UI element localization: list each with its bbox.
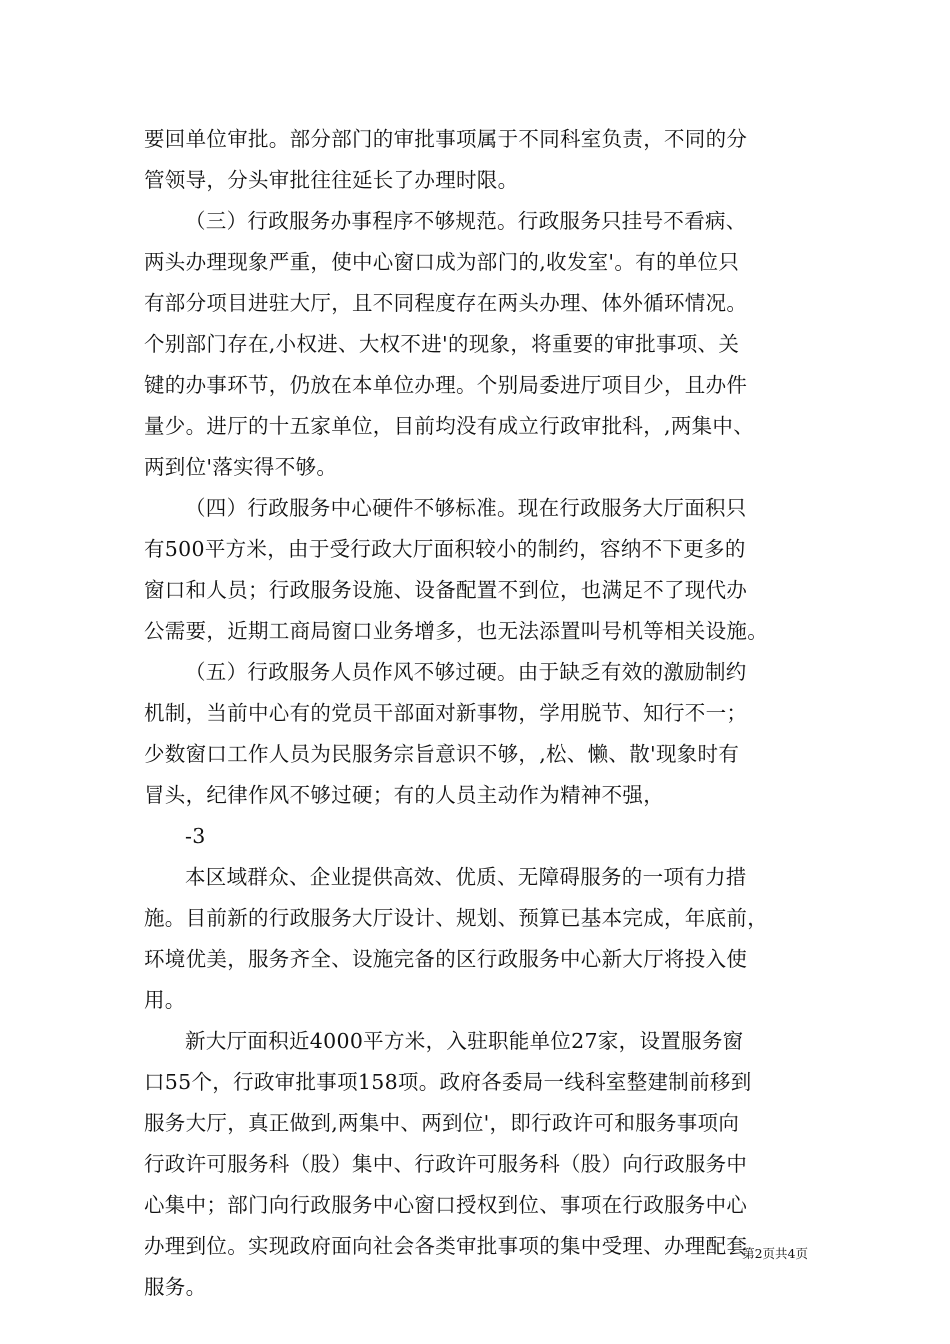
text-line: 行政许可服务科（股）集中、行政许可服务科（股）向行政服务中: [144, 1152, 748, 1176]
body-text: [144, 119, 808, 1308]
text-line: 两头办理现象严重，使中心窗口成为部门的,收发室'。有的单位只: [144, 250, 740, 274]
text-line: （三）行政服务办事程序不够规范。行政服务只挂号不看病、: [185, 209, 747, 233]
text-line: 本区域群众、企业提供高效、优质、无障碍服务的一项有力措: [185, 865, 747, 889]
text-line: 量少。进厅的十五家单位，目前均没有成立行政审批科，,两集中、: [144, 414, 755, 438]
text-line: 个别部门存在,小权进、大权不进'的现象，将重要的审批事项、关: [144, 332, 740, 356]
text-line: 施。目前新的行政服务大厅设计、规划、预算已基本完成，年底前，: [144, 906, 768, 930]
page-footer: 第2页共4页: [742, 1246, 808, 1261]
text-line: 服务。: [144, 1275, 207, 1299]
text-line: 有部分项目进驻大厅，且不同程度存在两头办理、体外循环情况。: [144, 291, 748, 315]
text-line: 办理到位。实现政府面向社会各类审批事项的集中受理、办理配套: [144, 1234, 748, 1258]
text-line: 机制，当前中心有的党员干部面对新事物，学用脱节、知行不一；: [144, 701, 748, 725]
text-line: 服务大厅，真正做到,两集中、两到位'，即行政许可和服务事项向: [144, 1111, 740, 1135]
text-line: 冒头，纪律作风不够过硬；有的人员主动作为精神不强，: [144, 783, 664, 807]
text-line: 管领导，分头审批往往延长了办理时限。: [144, 168, 519, 192]
text-line: （五）行政服务人员作风不够过硬。由于缺乏有效的激励制约: [185, 660, 747, 684]
text-line: 少数窗口工作人员为民服务宗旨意识不够，,松、懒、散'现象时有: [144, 742, 740, 766]
text-line: （四）行政服务中心硬件不够标准。现在行政服务大厅面积只: [185, 496, 747, 520]
text-line: 口55个，行政审批事项158项。政府各委局一线科室整建制前移到: [144, 1070, 752, 1094]
text-line: 要回单位审批。部分部门的审批事项属于不同科室负责，不同的分: [144, 127, 748, 151]
inline-page-mark: -3: [185, 824, 206, 848]
text-line: 窗口和人员；行政服务设施、设备配置不到位，也满足不了现代办: [144, 578, 748, 602]
text-line: 新大厅面积近4000平方米，入驻职能单位27家，设置服务窗: [185, 1029, 744, 1053]
text-line: 用。: [144, 988, 186, 1012]
text-line: 环境优美，服务齐全、设施完备的区行政服务中心新大厅将投入使: [144, 947, 748, 971]
text-line: 心集中；部门向行政服务中心窗口授权到位、事项在行政服务中心: [144, 1193, 748, 1217]
text-line: 两到位'落实得不够。: [144, 455, 338, 479]
text-line: 公需要，近期工商局窗口业务增多，也无法添置叫号机等相关设施。: [144, 619, 768, 643]
text-line: 键的办事环节，仍放在本单位办理。个别局委进厅项目少，且办件: [144, 373, 748, 397]
text-line: 有500平方米，由于受行政大厅面积较小的制约，容纳不下更多的: [144, 537, 746, 561]
